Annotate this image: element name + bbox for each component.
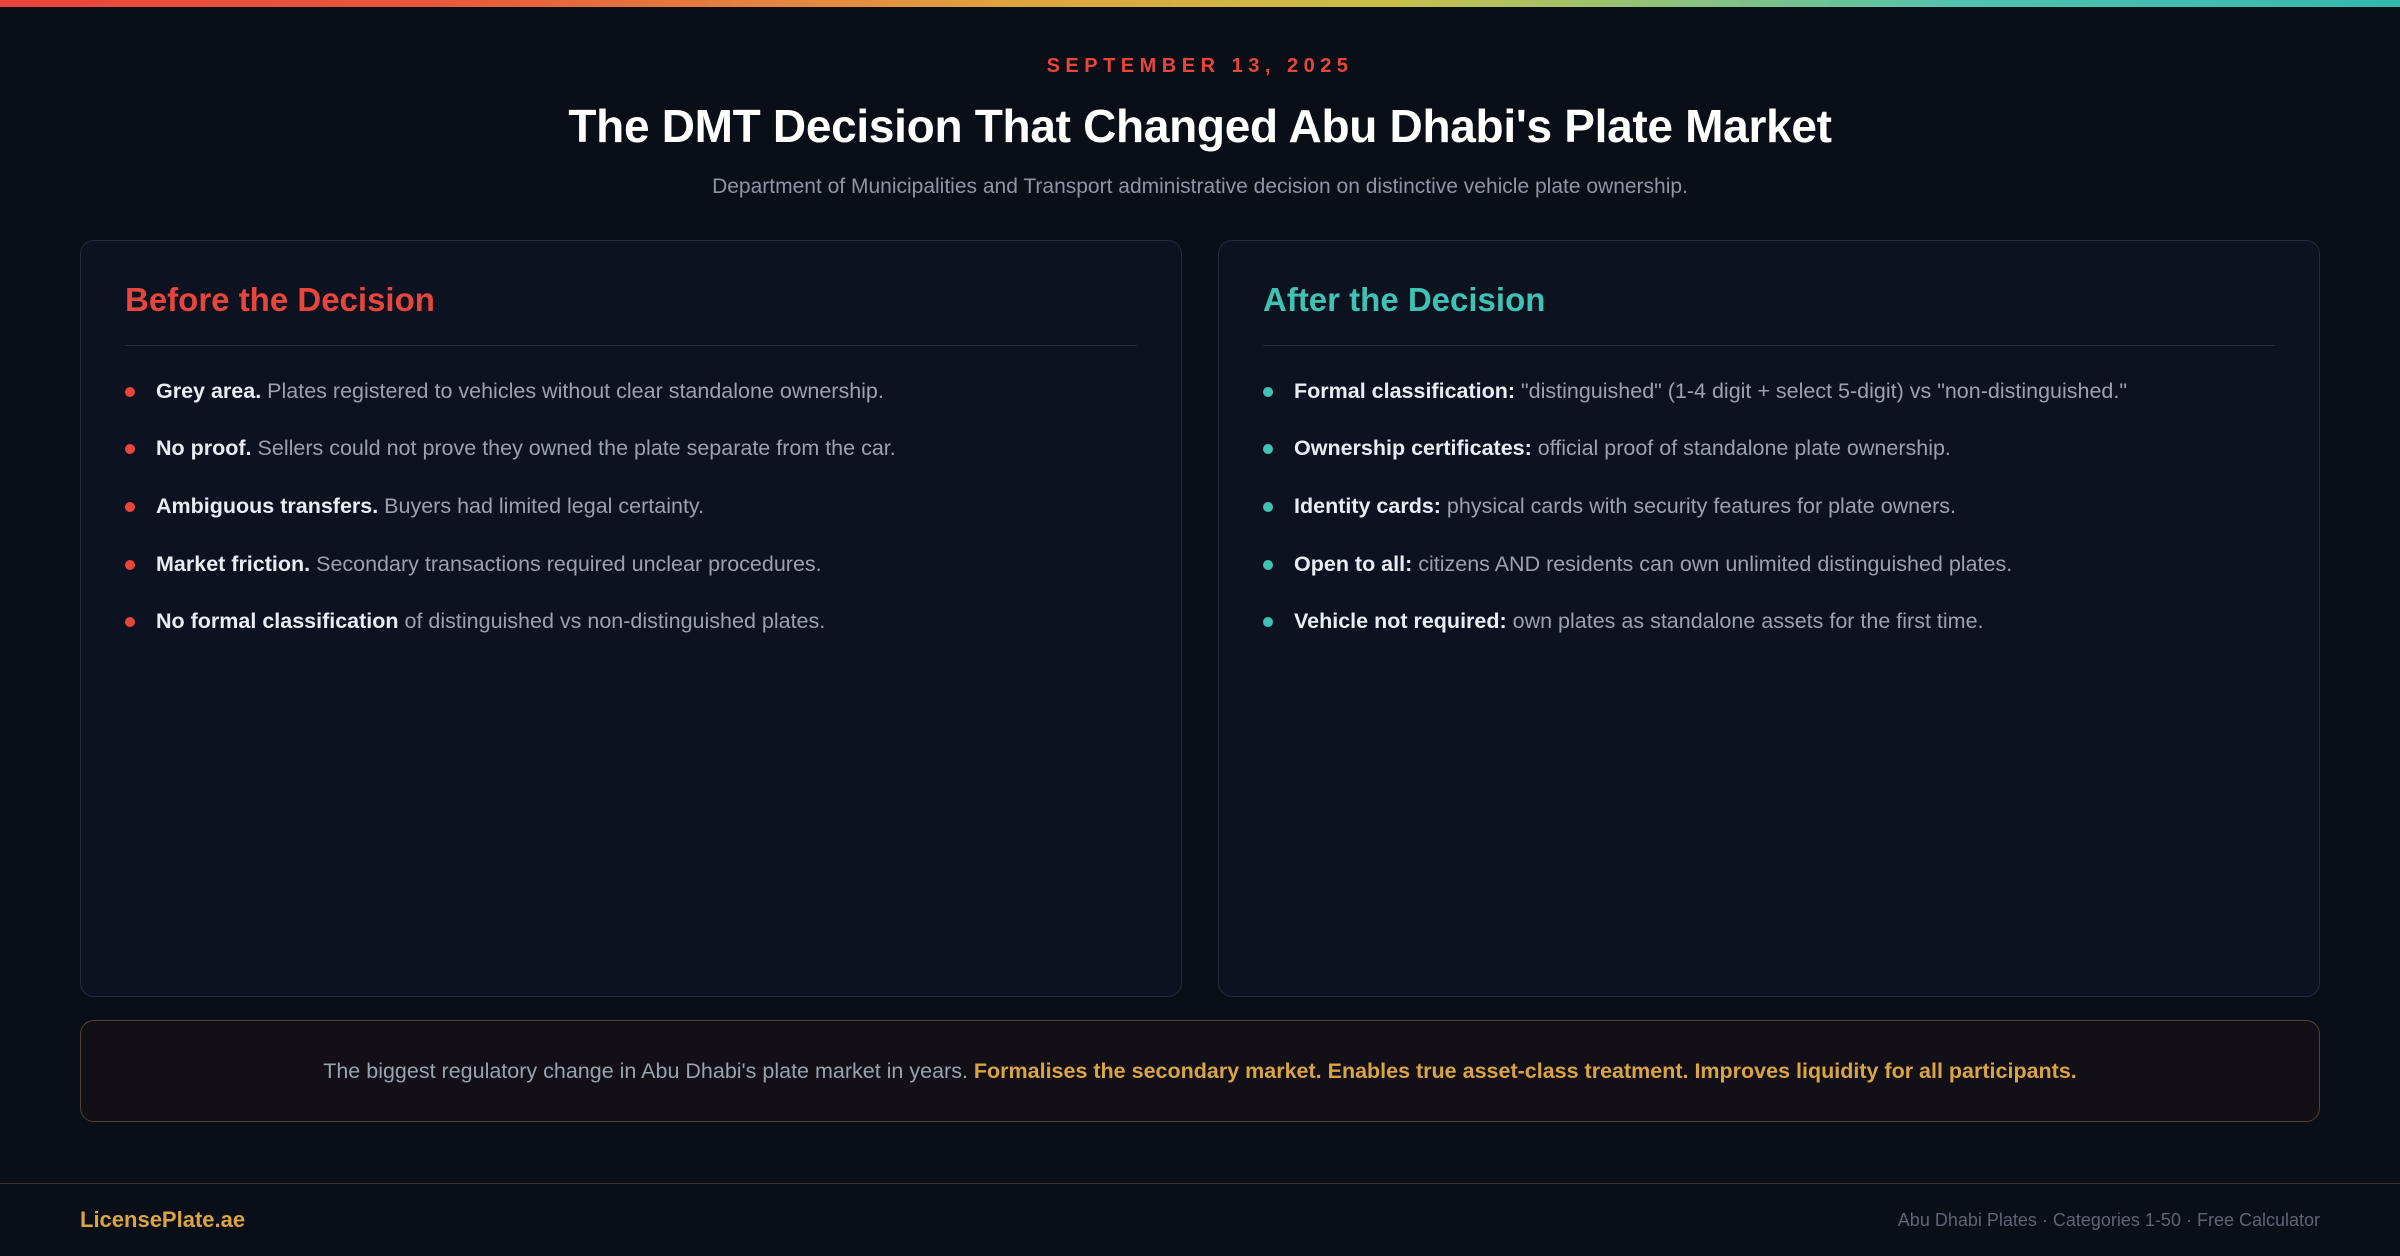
list-item (1263, 491, 2275, 523)
list-item-lead: Vehicle not required: (1294, 609, 1507, 634)
before-card-divider (125, 345, 1137, 346)
brand-label: LicensePlate.ae (80, 1207, 246, 1232)
bullet-dot-icon (125, 560, 135, 570)
list-item (125, 606, 1137, 638)
list-item-text: Secondary transactions required unclear procedures. (310, 551, 822, 576)
summary-text: The biggest regulatory change in Abu Dhabi's plate market in years. (323, 1058, 974, 1083)
footer-meta: Abu Dhabi Plates · Categories 1-50 · Free Calculator (1897, 1209, 2320, 1230)
list-item-text: Plates registered to vehicles without clear standalone ownership. (261, 378, 884, 403)
list-item-lead: Grey area. (156, 378, 262, 403)
list-item-text: own plates as standalone assets for the first time. (1506, 609, 1984, 634)
list-item (125, 549, 1137, 581)
list-item-text: Sellers could not prove they owned the plate separate from the car. (251, 436, 896, 461)
list-item-lead: Formal classification: (1294, 378, 1516, 403)
bullet-dot-icon (1263, 560, 1273, 570)
comparison-columns (0, 240, 2400, 997)
after-card (1218, 240, 2320, 997)
list-item-lead: Market friction. (156, 551, 311, 576)
top-accent-bar (0, 0, 2400, 7)
bullet-dot-icon (1263, 444, 1273, 454)
list-item-lead: Ownership certificates: (1294, 436, 1532, 461)
list-item-lead: Ambiguous transfers. (156, 494, 379, 519)
summary-highlight: Formalises the secondary market. Enables true asset-class treatment. Improves liquidity for all participants. (973, 1058, 2077, 1083)
list-item (125, 491, 1137, 523)
after-points-list (1263, 376, 2275, 638)
bullet-dot-icon (1263, 502, 1273, 512)
list-item (1263, 433, 2275, 465)
list-item-lead: No formal classification (156, 609, 399, 634)
list-item-lead: Identity cards: (1294, 494, 1441, 519)
list-item (125, 433, 1137, 465)
bullet-dot-icon (125, 617, 135, 627)
list-item (125, 376, 1137, 408)
page-header (0, 7, 2400, 199)
list-item-text: physical cards with security features for plate owners. (1440, 494, 1956, 519)
list-item-text: citizens AND residents can own unlimited distinguished plates. (1412, 551, 2013, 576)
list-item-text: of distinguished vs non-distinguished plates. (398, 609, 826, 634)
bullet-dot-icon (125, 387, 135, 397)
list-item-text: "distinguished" (1-4 digit + select 5-digit) vs "non-distinguished." (1515, 378, 2127, 403)
list-item-text: Buyers had limited legal certainty. (378, 494, 705, 519)
bullet-dot-icon (1263, 617, 1273, 627)
page-title: The DMT Decision That Changed Abu Dhabi's Plate Market (568, 100, 1832, 152)
list-item-lead: No proof. (156, 436, 252, 461)
after-card-divider (1263, 345, 2275, 346)
list-item-text: official proof of standalone plate ownership. (1531, 436, 1951, 461)
bullet-dot-icon (1263, 387, 1273, 397)
bullet-dot-icon (125, 444, 135, 454)
list-item (1263, 376, 2275, 408)
before-card-title: Before the Decision (125, 280, 435, 318)
list-item (1263, 606, 2275, 638)
list-item (1263, 549, 2275, 581)
before-points-list (125, 376, 1137, 638)
after-card-title: After the Decision (1263, 280, 1546, 318)
list-item-lead: Open to all: (1294, 551, 1413, 576)
before-card (80, 240, 1182, 997)
page-footer (0, 1183, 2400, 1256)
bullet-dot-icon (125, 502, 135, 512)
page-subtitle: Department of Municipalities and Transport administrative decision on distinctive vehicle plate ownership. (712, 174, 1688, 198)
summary-banner (80, 1020, 2320, 1122)
date-eyebrow: SEPTEMBER 13, 2025 (1046, 55, 1354, 77)
